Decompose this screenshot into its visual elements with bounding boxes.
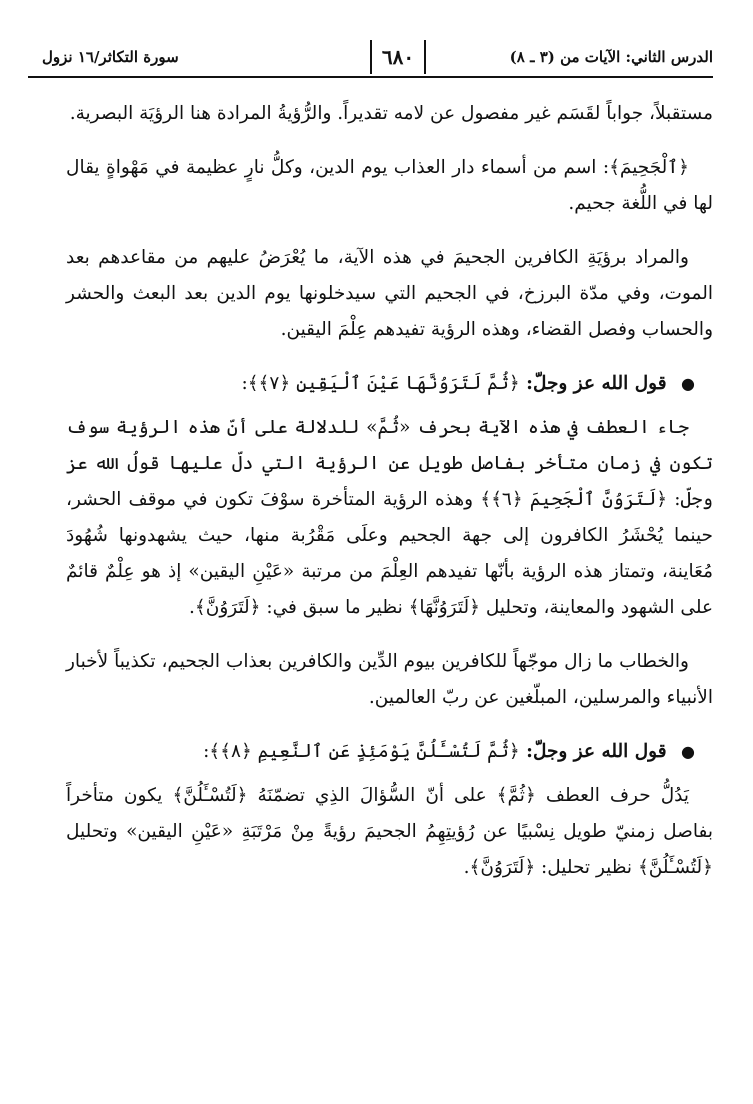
lesson-title: الدرس الثاني: الآيات من (٣ ـ ٨): [509, 48, 713, 66]
paragraph: جاء العطف في هذه الآية بحرف «ثُمَّ» للدلالة على أنّ هذه الرؤية سوف تكون في زمان متأخر بفاصل طويل عن الرؤية التي دلّ عليها قولُ الله عز وجلّ: ﴿لَتَرَوُنَّ ٱلْجَحِيمَ ﴿٦﴾﴾ وهذه الرؤية المتأخرة سوْفَ تكون في موقف الحشر، حينما يُحْشَرُ الكافرون إلى جهة الجحيم وعلَى مَقْرُبة منها، حيث يشهدونها شُهُودَ مُعَاينة، وتمتاز هذه الرؤية بأنّها تفيدهم العِلْمَ من مرتبة «عَيْنِ اليقين» إذ هو عِلْمٌ قائمٌ على الشهود والمعاينة، وتحليل ﴿لَتَرَوُنَّهَا﴾ نظير ما سبق في: ﴿لَتَرَوُنَّ﴾.: [66, 417, 714, 618]
page-header: [28, 40, 713, 78]
verse-heading: [66, 366, 713, 402]
page-number: ٦٨٠: [370, 40, 426, 74]
paragraph: والخطاب ما زال موجّهاً للكافرين بيوم الدِّين والكافرين بعذاب الجحيم، تكذيباً لأخبار الأنبياء والمرسلين، المبلّغين عن ربّ العالمين.: [66, 651, 713, 708]
verse-text: ﴿ثُمَّ لَتَرَوُنَّهَا عَيْنَ ٱلْيَقِينِ ﴿٧﴾﴾:: [241, 373, 520, 394]
verse-heading-label: قول الله عز وجلّ:: [526, 741, 667, 762]
paragraph: مستقبلاً، جواباً لقَسَم غير مفصول عن لامه تقديراً. والرُّؤيةُ المرادة هنا الرؤيَة البصرية.: [69, 103, 713, 124]
bullet-icon: ●: [681, 374, 695, 393]
surah-title: سورة التكاثر/١٦ نزول: [42, 48, 179, 66]
page-body: [66, 96, 713, 904]
bullet-icon: ●: [681, 742, 695, 761]
verse-heading: [66, 734, 713, 770]
paragraph: والمراد برؤيَةِ الكافرين الجحيمَ في هذه الآية، ما يُعْرَضُ عليهم من مقاعدهم بعد الموت، وفي مدّة البرزخ، في الجحيم التي سيدخلونها يوم الدين بعد البعث والحشر والحساب وفصل القضاء، وهذه الرؤية تفيدهم عِلْمَ اليقين.: [66, 247, 713, 340]
verse-heading-label: قول الله عز وجلّ:: [526, 373, 667, 394]
paragraph: يَدُلُّ حرف العطف ﴿ثُمَّ﴾ على أنّ السُّؤالَ الذِي تضمّنَهُ ﴿لَتُسْـَٔلُنَّ﴾ يكون متأخراً بفاصل زمنيّ طويل نِسْبيًا عن رُؤيتِهِمُ الجحيمَ رؤيةً مِنْ مَرْتَبَةِ «عَيْنِ اليقين» وتحليل ﴿لَتُسْـَٔلُنَّ﴾ نظير تحليل: ﴿لَتَرَوُنَّ﴾.: [66, 785, 713, 878]
paragraph: ﴿ٱلْجَحِيمَ﴾: اسم من أسماء دار العذاب يوم الدين، وكلُّ نارٍ عظيمة في مَهْواةٍ يقال لها في اللُّغة جحيم.: [66, 157, 713, 214]
verse-text: ﴿ثُمَّ لَتُسْـَٔلُنَّ يَوْمَئِذٍ عَنِ ٱلنَّعِيمِ ﴿٨﴾﴾:: [203, 741, 520, 762]
